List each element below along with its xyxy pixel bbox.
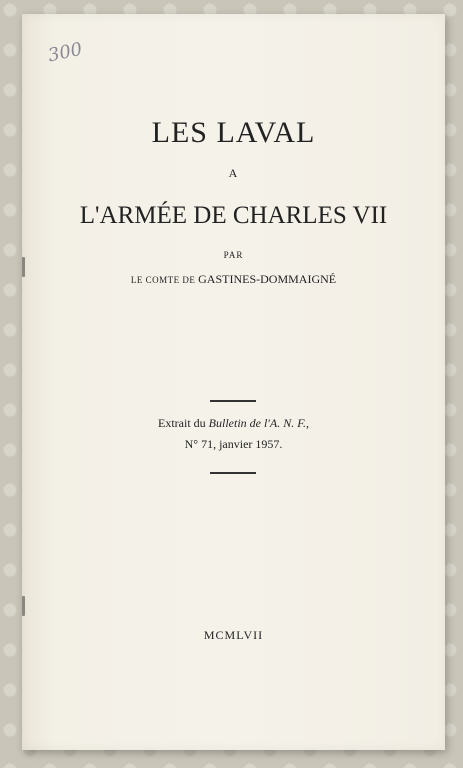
booklet-cover bbox=[22, 14, 445, 750]
handwritten-price-note: 300 bbox=[46, 38, 85, 67]
title-line-1: LES LAVAL bbox=[151, 116, 316, 149]
divider-top bbox=[210, 400, 256, 402]
title-connector: A bbox=[228, 166, 239, 180]
author bbox=[22, 272, 445, 287]
divider-bottom bbox=[210, 472, 256, 474]
author-prefix: LE COMTE DE bbox=[130, 275, 199, 285]
staple bbox=[22, 596, 25, 616]
extract-prefix: Extrait du bbox=[158, 416, 209, 430]
author-name: GASTINES-DOMMAIGNÉ bbox=[198, 272, 337, 286]
title-line-2: L'ARMÉE DE CHARLES VII bbox=[79, 202, 388, 229]
extract-note bbox=[22, 416, 445, 431]
publication-year: MCMLVII bbox=[203, 628, 264, 642]
extract-suffix: , bbox=[306, 416, 309, 430]
bulletin-title: Bulletin de l'A. N. F. bbox=[208, 416, 306, 430]
issue-info: N° 71, janvier 1957. bbox=[184, 437, 283, 451]
by-label: PAR bbox=[223, 250, 244, 260]
